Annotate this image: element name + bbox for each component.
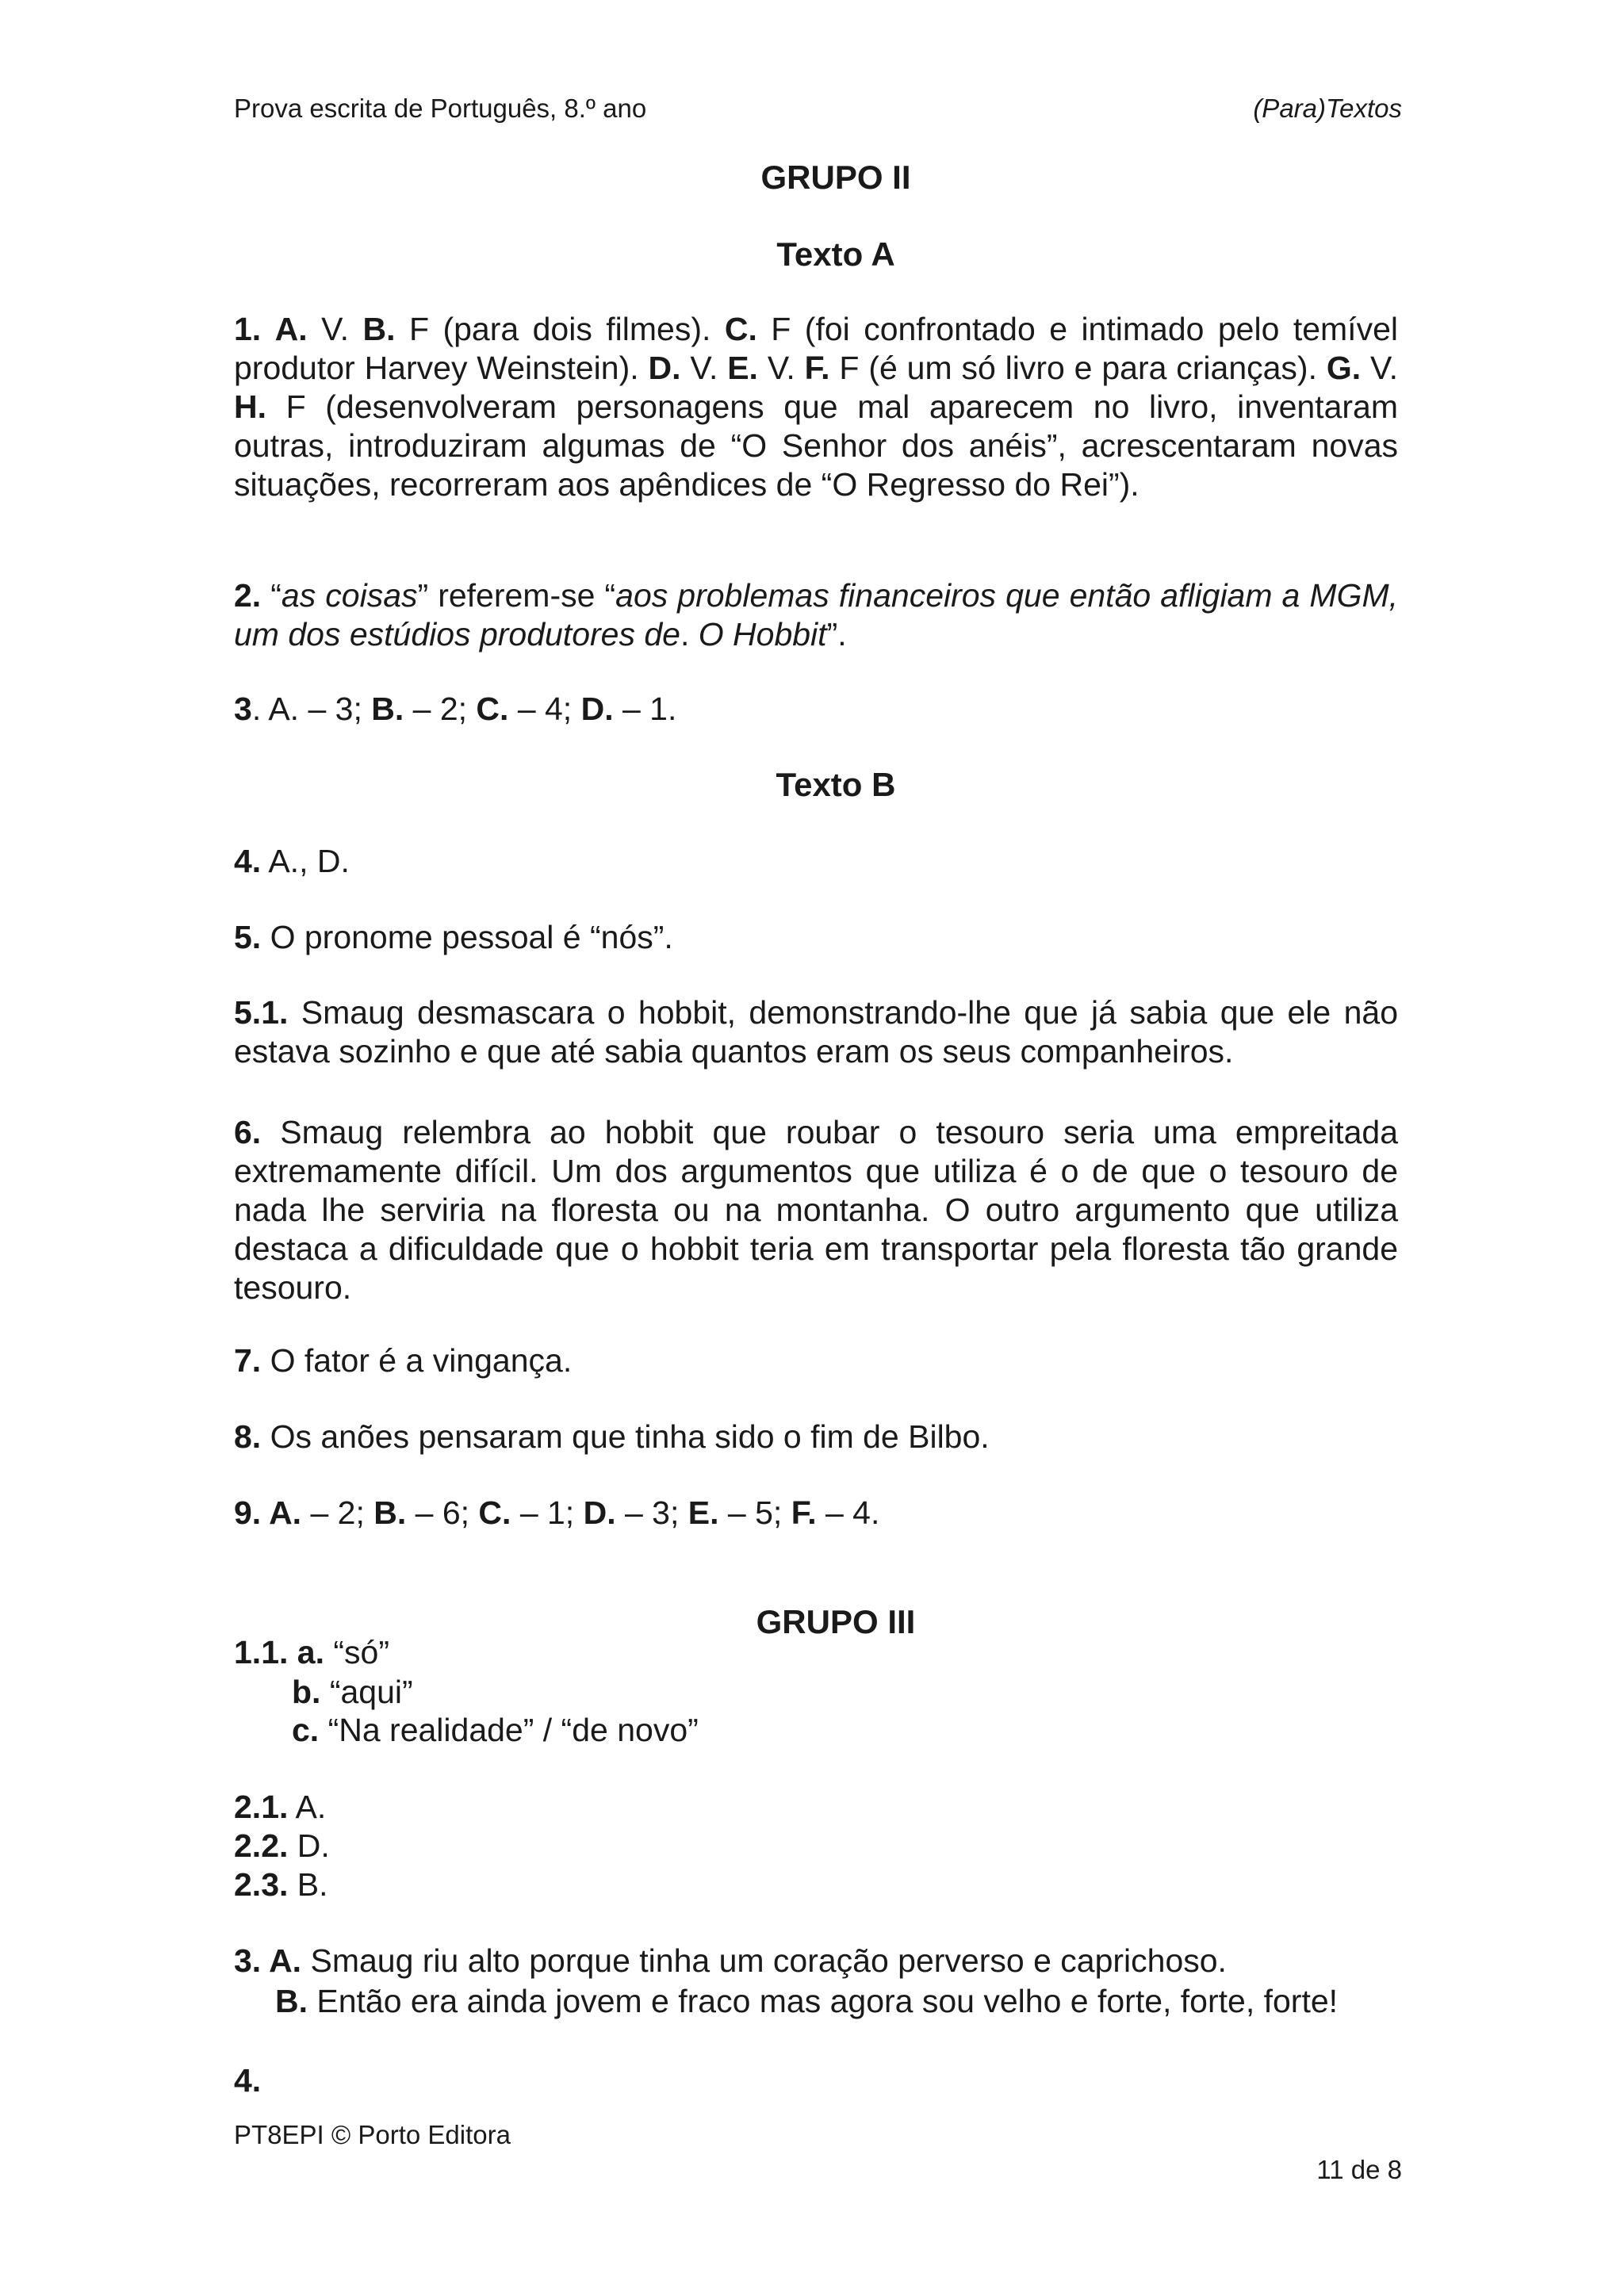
answer-3-b: B. Então era ainda jovem e fraco mas agora sou velho e forte, forte, forte!	[275, 1983, 1339, 2019]
answer-4-grupo-iii: 4.	[234, 2062, 262, 2099]
header-exam-title: Prova escrita de Português, 8.º ano	[234, 94, 647, 123]
grupo-ii-heading: GRUPO II	[760, 159, 911, 196]
header-book-title: (Para)Textos	[1253, 94, 1402, 123]
answer-8: 8. Os anões pensaram que tinha sido o fim de Bilbo.	[234, 1418, 990, 1455]
answer-2-2: 2.2. D.	[234, 1827, 330, 1864]
answer-1: 1. A. V. B. F (para dois filmes). C. F (foi confrontado e intimado pelo temível produtor Harvey Weinstein). D. V. E. V. F. F (é um só livro e para crianças). G. V. H. F (desenvolveram personagens que mal aparecem no livro, inventaram outras, introduziram algumas de “O Senhor dos anéis”, acrescentaram novas situações, recorreram aos apêndices de “O Regresso do Rei”).	[234, 311, 1398, 503]
answer-2-3: 2.3. B.	[234, 1866, 328, 1903]
answer-5: 5. O pronome pessoal é “nós”.	[234, 919, 673, 955]
answer-1-1-a: 1.1. a. “só”	[234, 1634, 389, 1670]
grupo-iii-heading: GRUPO III	[756, 1603, 916, 1640]
answer-1-1-b: b. “aqui”	[292, 1674, 413, 1710]
answer-7: 7. O fator é a vingança.	[234, 1342, 573, 1379]
texto-b-heading: Texto B	[776, 766, 896, 803]
texto-a-heading: Texto A	[776, 235, 895, 273]
answer-2-1: 2.1. A.	[234, 1789, 327, 1825]
answer-5-1: 5.1. Smaug desmascara o hobbit, demonstrando-lhe que já sabia que ele não estava sozinho e que até sabia quantos eram os seus companheiros.	[234, 994, 1398, 1070]
answer-4: 4. A., D.	[234, 843, 350, 879]
answer-9: 9. A. – 2; B. – 6; C. – 1; D. – 3; E. – 5; F. – 4.	[234, 1494, 880, 1531]
footer-page-number: 11 de 8	[1316, 2155, 1402, 2184]
answer-1-1-c: c. “Na realidade” / “de novo”	[292, 1712, 699, 1748]
answer-3-a: 3. A. Smaug riu alto porque tinha um coração perverso e caprichoso.	[234, 1942, 1227, 1979]
answer-6: 6. Smaug relembra ao hobbit que roubar o tesouro seria uma empreitada extremamente difícil. Um dos argumentos que utiliza é o de que o tesouro de nada lhe serviria na floresta ou na montanha. O outro argumento que utiliza destaca a dificuldade que o hobbit teria em transportar pela floresta tão grande tesouro.	[234, 1114, 1398, 1306]
answer-3: 3. A. – 3; B. – 2; C. – 4; D. – 1.	[234, 691, 677, 727]
answer-2: 2. “as coisas” referem-se “aos problemas financeiros que então afligiam a MGM, um dos estúdios produtores de. O Hobbit”.	[234, 577, 1399, 652]
footer-publisher: PT8EPI © Porto Editora	[234, 2120, 511, 2149]
